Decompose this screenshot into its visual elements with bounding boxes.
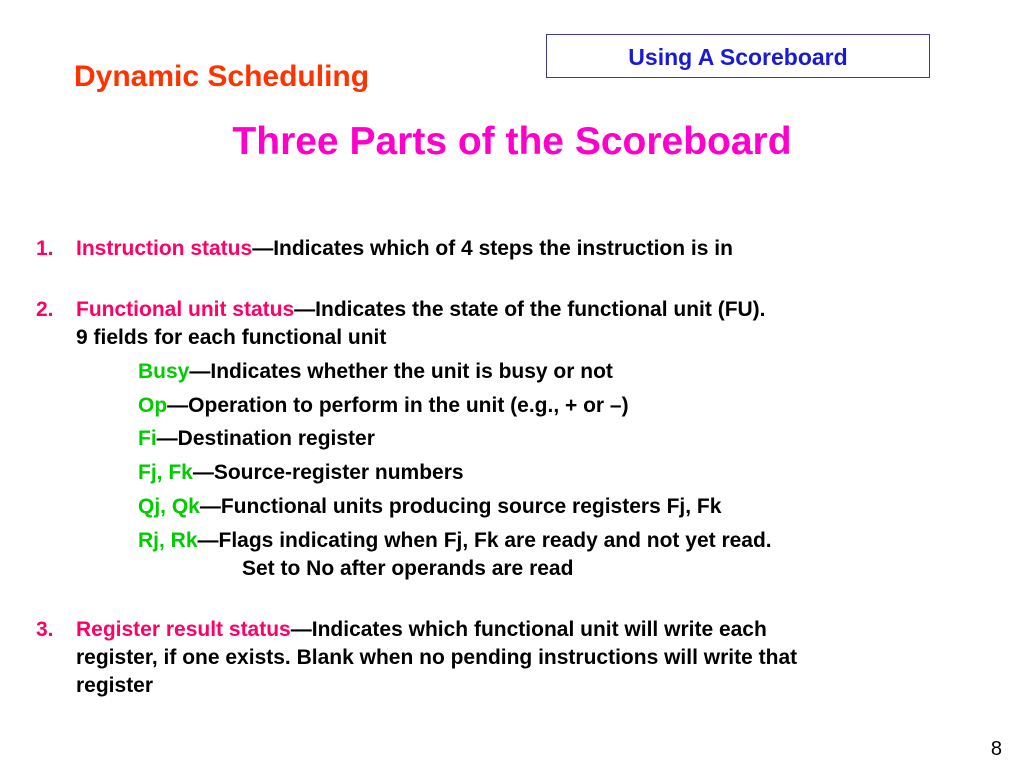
item-number: 1. <box>36 237 54 260</box>
field-description: —Destination register <box>156 427 375 450</box>
field-term: Busy <box>138 360 190 383</box>
field-term: Qj, Qk <box>138 495 200 518</box>
item-description: —Indicates which of 4 steps the instruction is in <box>252 237 733 260</box>
field-fi <box>138 425 375 453</box>
field-term: Fj, Fk <box>138 461 193 484</box>
field-term: Fi <box>138 427 157 450</box>
header-title: Dynamic Scheduling <box>74 60 370 93</box>
item-description-continued: 9 fields for each functional unit <box>76 326 387 349</box>
field-qj-qk <box>138 493 721 521</box>
section-tag: Using A Scoreboard <box>546 34 930 78</box>
field-op <box>138 392 629 420</box>
field-fj-fk <box>138 459 464 487</box>
page-number: 8 <box>990 738 1002 760</box>
field-description: —Functional units producing source registers Fj, Fk <box>199 495 722 518</box>
field-description: —Source-register numbers <box>192 461 464 484</box>
field-term: Rj, Rk <box>138 529 198 552</box>
field-busy <box>138 358 613 386</box>
field-description: —Indicates whether the unit is busy or not <box>189 360 613 383</box>
field-term: Op <box>138 394 168 417</box>
item-term: Functional unit status <box>76 298 295 321</box>
item-description-continued: register <box>76 674 154 697</box>
item-term: Instruction status <box>76 237 253 260</box>
slide-title: Three Parts of the Scoreboard <box>232 120 792 163</box>
item-description: —Indicates which functional unit will write each <box>290 618 767 641</box>
item-number: 3. <box>36 618 54 641</box>
field-description: —Operation to perform in the unit (e.g., + or –) <box>167 394 629 417</box>
field-description: —Flags indicating when Fj, Fk are ready and not yet read. <box>197 529 772 552</box>
item-description-continued: register, if one exists. Blank when no pending instructions will write that <box>76 646 798 669</box>
field-rj-rk <box>138 527 772 555</box>
item-number: 2. <box>36 298 54 321</box>
item-description: —Indicates the state of the functional unit (FU). <box>294 298 766 321</box>
item-term: Register result status <box>76 618 291 641</box>
field-description-continued: Set to No after operands are read <box>242 557 574 580</box>
